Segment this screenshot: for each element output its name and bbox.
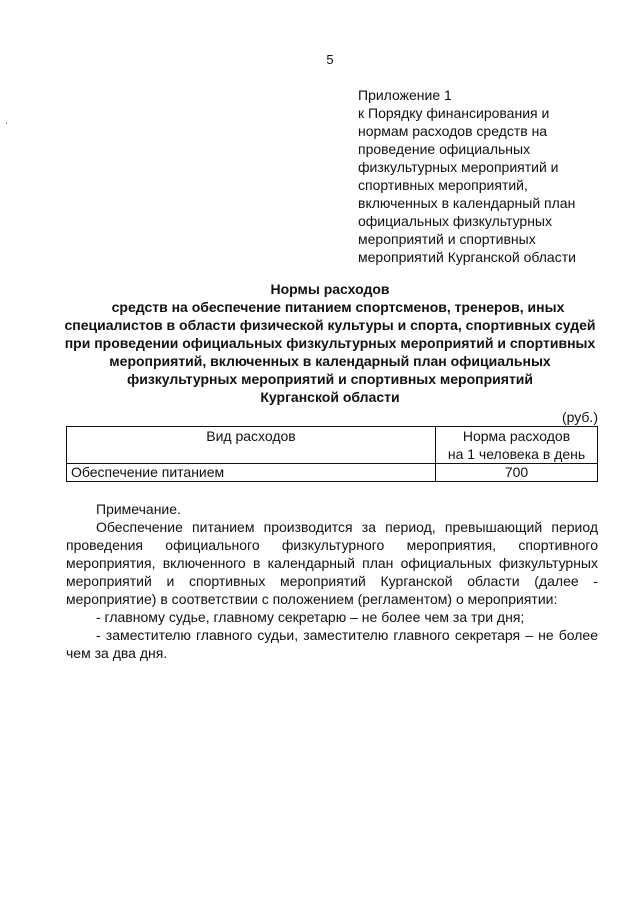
appendix-line: физкультурных мероприятий и [358,159,559,175]
appendix-line: проведение официальных [358,141,531,157]
note-heading: Примечание. [96,501,181,517]
note-line: мероприятие) в соответствии с положением (регламентом) о мероприятии: [66,591,558,607]
column-header-norm [436,427,598,464]
note-line: чем за два дня. [66,645,168,661]
column-header-norm-line: Норма расходов [462,428,571,444]
currency-unit: (руб.) [561,409,598,425]
document-title [50,280,610,406]
note-line: - заместителю главного судьи, заместителю главного секретаря – не более [96,627,598,643]
title-line: физкультурных мероприятий и спортивных мероприятий [126,371,534,387]
table-row [67,464,598,482]
table-header-row [67,427,598,464]
expense-type-cell: Обеспечение питанием [67,464,436,482]
appendix-line: официальных физкультурных [358,213,552,229]
note-line: мероприятий и спортивных мероприятий Курганской области (далее - [66,573,598,589]
note-line: проведения официального физкультурного мероприятия, спортивного [66,537,598,553]
note-line: Обеспечение питанием производится за период, превышающий период [96,519,598,535]
title-line: Курганской области [260,389,400,405]
appendix-line: включенных в календарный план [358,195,576,211]
appendix-line: мероприятий Курганской области [358,249,576,265]
title-line: Нормы расходов [270,281,390,297]
appendix-block [358,86,608,266]
appendix-line: к Порядку финансирования и [358,105,550,121]
scan-mark [6,122,7,124]
note-line: - главному судье, главному секретарю – не более чем за три дня; [96,609,525,625]
appendix-line: нормам расходов средств на [358,123,548,139]
expense-value-cell: 700 [436,464,598,482]
note-line: мероприятия, включенного в календарный план официальных физкультурных [66,555,598,571]
note-section [66,500,598,662]
title-line: специалистов в области физической культуры и спорта, спортивных судей [64,317,596,333]
appendix-line: спортивных мероприятий, [358,177,528,193]
page-number: 5 [326,52,334,67]
title-line: мероприятий, включенных в календарный план официальных [109,353,551,369]
title-line: при проведении официальных физкультурных мероприятий и спортивных [64,335,596,351]
title-line: средств на обеспечение питанием спортсменов, тренеров, иных [111,299,565,315]
column-header-type: Вид расходов [67,427,436,464]
appendix-line: Приложение 1 [358,87,452,103]
norms-table [66,426,598,482]
appendix-line: мероприятий и спортивных [358,231,536,247]
column-header-norm-line: на 1 человека в день [447,446,586,462]
